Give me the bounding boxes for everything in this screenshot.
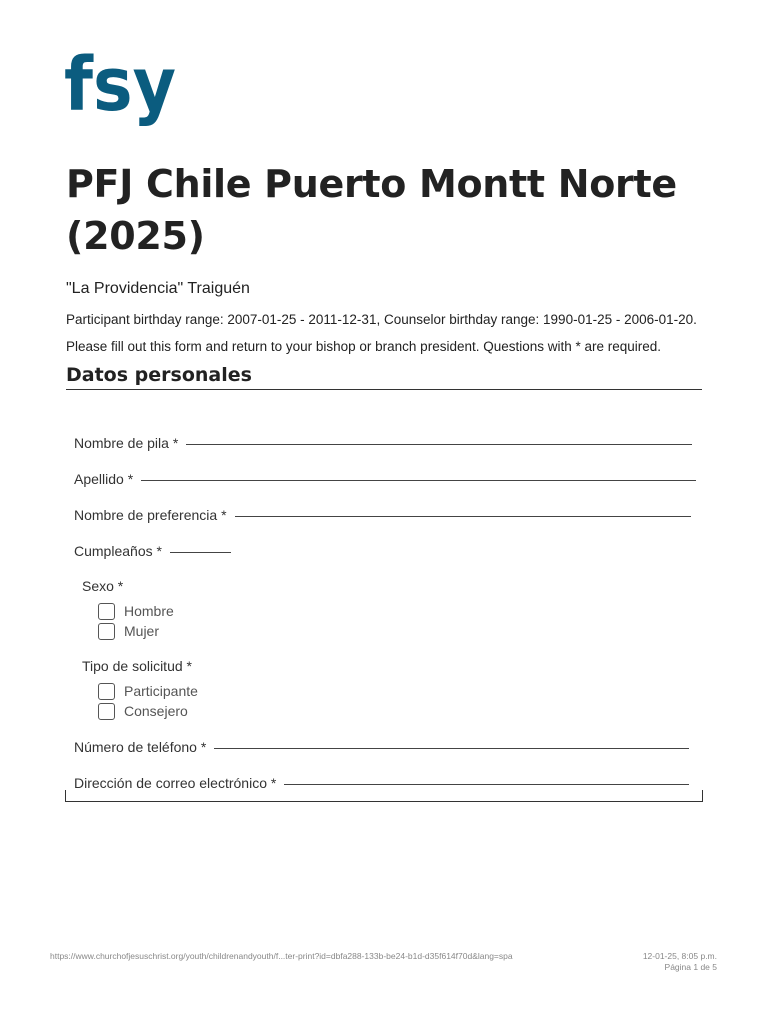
birthday-field[interactable] (74, 539, 231, 559)
preferred-name-field[interactable] (74, 503, 691, 523)
footer-page-number: Página 1 de 5 (664, 962, 717, 972)
email-field[interactable] (74, 771, 689, 791)
phone-field[interactable] (74, 735, 689, 755)
footer-timestamp: 12-01-25, 8:05 p.m. (642, 951, 717, 961)
application-option-consejero[interactable] (98, 701, 188, 721)
fsy-logo (64, 48, 180, 130)
last-name-field[interactable] (74, 467, 696, 487)
footer-url: https://www.churchofjesuschrist.org/youth/childrenandyouth/f...ter-print?id=dbfa288-133b-be24-b1d-d35f614f70d&lang=spa (50, 951, 513, 961)
phone-label: Número de teléfono * (74, 739, 207, 755)
last-name-label: Apellido * (74, 471, 134, 487)
mujer-label: Mujer (124, 623, 160, 639)
hombre-label: Hombre (124, 603, 174, 619)
section-frame-bottom (65, 790, 703, 802)
sex-option-hombre[interactable] (98, 601, 174, 621)
last-name-input-line[interactable] (141, 480, 696, 481)
instructions-text: Please fill out this form and return to your bishop or branch president. Questions with * are required. (66, 339, 662, 354)
application-type-label: Tipo de solicitud * (82, 658, 192, 674)
birthday-range-text: Participant birthday range: 2007-01-25 - 2011-12-31, Counselor birthday range: 1990-01-25 - 2006-01-20. (66, 312, 697, 327)
birthday-input-line[interactable] (170, 552, 231, 553)
first-name-label: Nombre de pila * (74, 435, 179, 451)
email-input-line[interactable] (284, 784, 689, 785)
preferred-name-input-line[interactable] (235, 516, 691, 517)
preferred-name-label: Nombre de preferencia * (74, 507, 227, 523)
participante-checkbox[interactable] (98, 683, 115, 700)
phone-input-line[interactable] (214, 748, 689, 749)
page-subtitle: "La Providencia" Traiguén (66, 280, 250, 297)
hombre-checkbox[interactable] (98, 603, 115, 620)
application-option-participante[interactable] (98, 681, 198, 701)
svg-text:fsy: fsy (64, 48, 176, 128)
page-title: PFJ Chile Puerto Montt Norte (2025) (66, 162, 677, 258)
birthday-label: Cumpleaños * (74, 543, 162, 559)
first-name-input-line[interactable] (186, 444, 692, 445)
email-label: Dirección de correo electrónico * (74, 775, 277, 791)
participante-label: Participante (124, 683, 198, 699)
first-name-field[interactable] (74, 431, 692, 451)
sex-label: Sexo * (82, 578, 124, 594)
consejero-checkbox[interactable] (98, 703, 115, 720)
section-heading: Datos personales (66, 364, 702, 390)
sex-option-mujer[interactable] (98, 621, 159, 641)
mujer-checkbox[interactable] (98, 623, 115, 640)
footer-meta (643, 951, 717, 973)
consejero-label: Consejero (124, 703, 188, 719)
